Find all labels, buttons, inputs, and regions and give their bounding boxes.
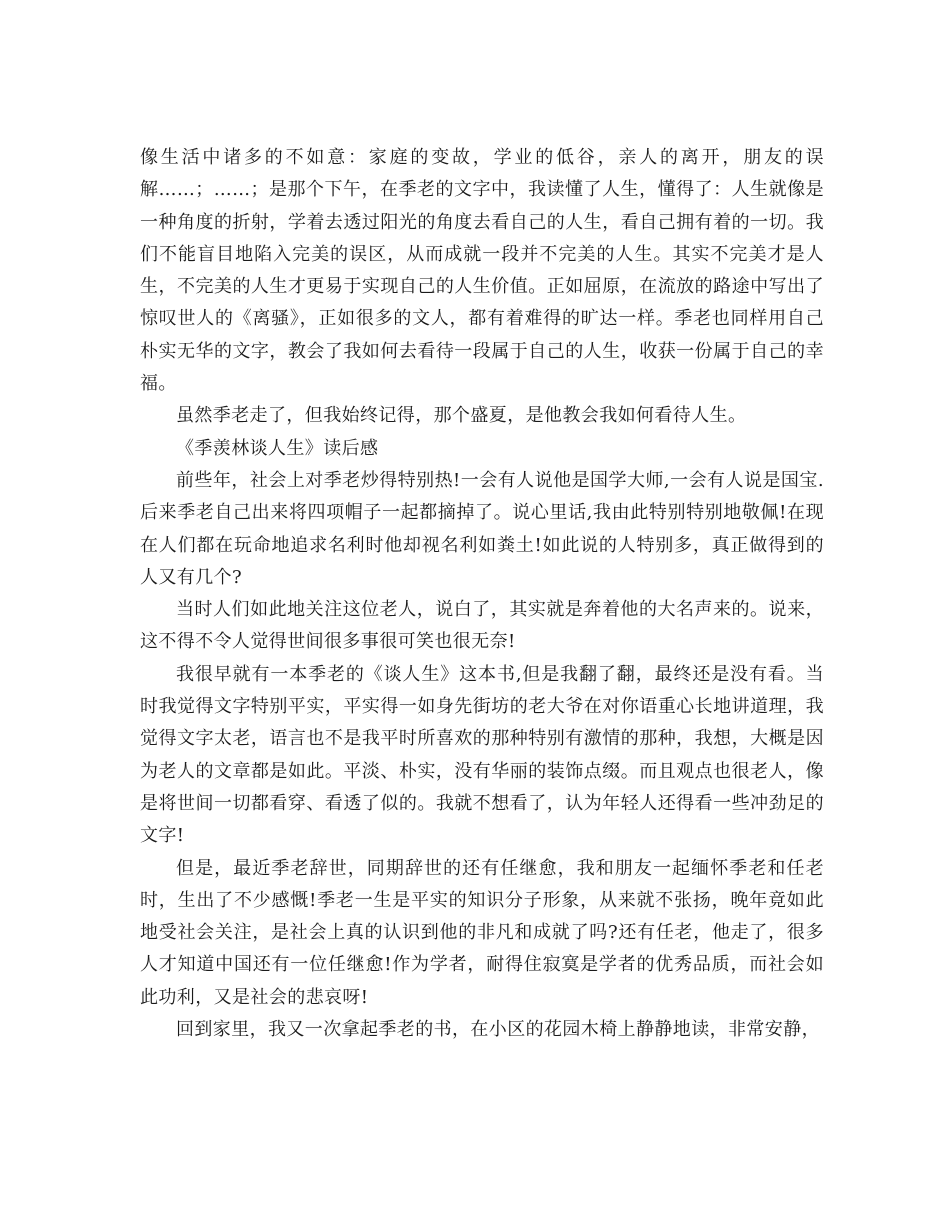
paragraph-6: 但是，最近季老辞世，同期辞世的还有任继愈，我和朋友一起缅怀季老和任老时，生出了不少感慨!季老一生是平实的知识分子形象，从来就不张扬，晚年竟如此地受社会关注，是社会上真的认识到他的非凡和成就了吗?还有任老，他走了，很多人才知道中国还有一位任继愈!作为学者，耐得住寂寞是学者的优秀品质，而社会如此功利，又是社会的悲哀呀! — [140, 857, 824, 1008]
article-title: 《季羡林谈人生》读后感 — [176, 437, 379, 459]
paragraph-1: 像生活中诸多的不如意：家庭的变故，学业的低谷，亲人的离开，朋友的误解……；……；是那个下午，在季老的文字中，我读懂了人生，懂得了：人生就像是一种角度的折射，学着去透过阳光的角度去看自己的人生，看自己拥有着的一切。我们不能盲目地陷入完美的误区，从而成就一段并不完美的人生。其实不完美才是人生，不完美的人生才更易于实现自己的人生价值。正如屈原，在流放的路途中写出了惊叹世人的《离骚》，正如很多的文人，都有着难得的旷达一样。季老也同样用自己朴实无华的文字，教会了我如何去看待一段属于自己的人生，收获一份属于自己的幸福。 — [140, 147, 824, 395]
paragraph-2: 虽然季老走了，但我始终记得，那个盛夏，是他教会我如何看待人生。 — [176, 405, 747, 427]
paragraph-7: 回到家里，我又一次拿起季老的书，在小区的花园木椅上静静地读，非常安静， — [176, 1019, 820, 1041]
paragraph-4: 当时人们如此地关注这位老人，说白了，其实就是奔着他的大名声来的。说来，这不得不令人觉得世间很多事很可笑也很无奈! — [140, 599, 824, 653]
document-body — [140, 142, 824, 1046]
paragraph-3: 前些年，社会上对季老炒得特别热!一会有人说他是国学大师,一会有人说是国宝.后来季老自己出来将四项帽子一起都摘掉了。说心里话,我由此特别特别地敬佩!在现在人们都在玩命地追求名利时他却视名利如粪土!如此说的人特别多，真正做得到的人又有几个? — [140, 469, 824, 588]
paragraph-5: 我很早就有一本季老的《谈人生》这本书,但是我翻了翻，最终还是没有看。当时我觉得文字特别平实，平实得一如身先街坊的老大爷在对你语重心长地讲道理，我觉得文字太老，语言也不是我平时所喜欢的那种特别有激情的那种，我想，大概是因为老人的文章都是如此。平淡、朴实，没有华丽的装饰点缀。而且观点也很老人，像是将世间一切都看穿、看透了似的。我就不想看了，认为年轻人还得看一些冲劲足的文字! — [140, 663, 824, 847]
